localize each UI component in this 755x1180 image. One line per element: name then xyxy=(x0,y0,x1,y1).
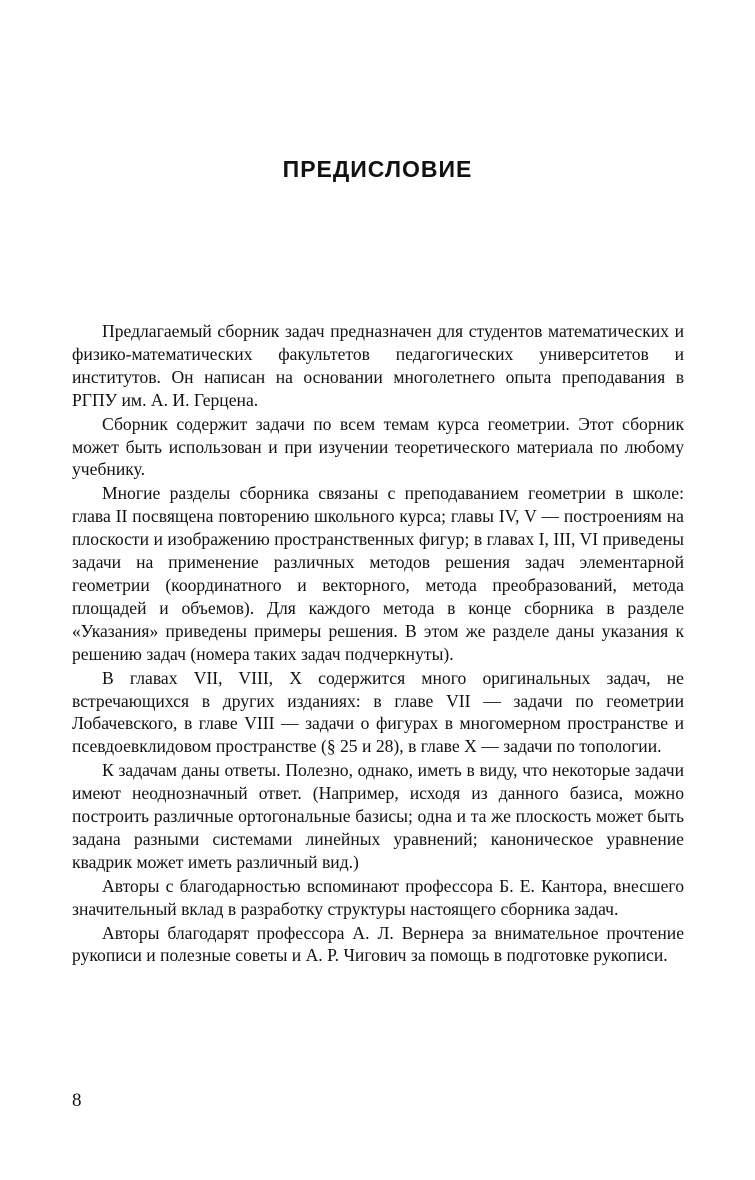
paragraph-3: Многие разделы сборника связаны с преподаванием геометрии в школе: глава II посвящена повторению школьного курса; главы IV, V — построениям на плоскости и изображению пространственных фигур; в главах I, III, VI приведены задачи на применение различных методов решения задач элементарной геометрии (координатного и векторного, метода преобразований, метода площадей и объемов). Для каждого метода в конце сборника в разделе «Указания» приведены примеры решения. В этом же разделе даны указания к решению задач (номера таких задач подчеркнуты). xyxy=(72,483,684,664)
paragraph-5: К задачам даны ответы. Полезно, однако, иметь в виду, что некоторые задачи имеют неоднозначный ответ. (Например, исходя из данного базиса, можно построить различные ортогональные базисы; одна и та же плоскость может быть задана разными системами линейных уравнений; каноническое уравнение квадрик может иметь различный вид.) xyxy=(72,760,684,872)
paragraph-2: Сборник содержит задачи по всем темам курса геометрии. Этот сборник может быть использован и при изучении теоретического материала по любому учебнику. xyxy=(72,413,684,480)
paragraph-1: Предлагаемый сборник задач предназначен для студентов математических и физико-математических факультетов педагогических университетов и институтов. Он написан на основании многолетнего опыта преподавания в РГПУ им. А. И. Герцена. xyxy=(72,321,684,410)
page-number: 8 xyxy=(72,1090,82,1111)
preface-body xyxy=(72,320,684,967)
page-title: ПРЕДИСЛОВИЕ xyxy=(282,156,473,182)
paragraph-6: Авторы с благодарностью вспоминают профессора Б. Е. Кантора, внесшего значительный вклад в разработку структуры настоящего сборника задач. xyxy=(72,875,684,919)
paragraph-7: Авторы благодарят профессора А. Л. Вернера за внимательное прочтение рукописи и полезные советы и А. Р. Чигович за помощь в подготовке рукописи. xyxy=(72,922,684,966)
paragraph-4: В главах VII, VIII, X содержится много оригинальных задач, не встречающихся в других изданиях: в главе VII — задачи по геометрии Лобачевского, в главе VIII — задачи о фигурах в многомерном пространстве и псевдоевклидовом пространстве (§ 25 и 28), в главе X — задачи по топологии. xyxy=(72,667,684,757)
